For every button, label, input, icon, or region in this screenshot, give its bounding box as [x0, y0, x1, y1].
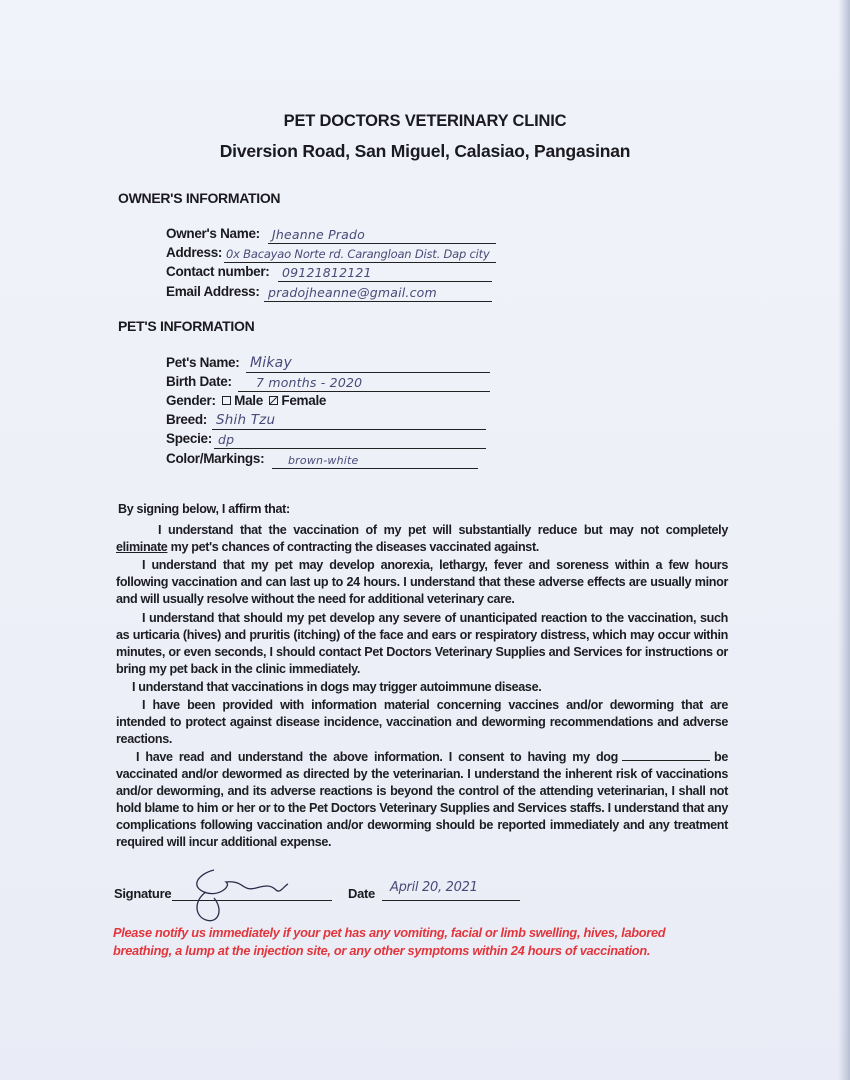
consent-p1-a: I understand that the vaccination of my pet will substantially reduce but may not completely [158, 523, 728, 537]
consent-paragraph-3: I understand that should my pet develop any severe of unanticipated reaction to the vaccination, such as urticaria (hives) and pruritis (itching) of the face and ears or respiratory distress, which may occur within minutes, or even seconds, I should contact Pet Doctors Veterinary Supplies and Services for instructions or bring my pet back in the clinic immediately. [116, 611, 728, 676]
pet-color-label: Color/Markings: [166, 451, 265, 466]
consent-p1-b: my pet's chances of contracting the diseases vaccinated against. [167, 540, 539, 554]
signature-label: Signature [114, 886, 172, 901]
owner-email-field [166, 284, 437, 302]
pet-birth-value: 7 months - 2020 [256, 375, 363, 390]
signature-row [114, 882, 534, 912]
owner-name-line [268, 227, 496, 244]
owner-email-line [264, 285, 492, 302]
consent-paragraph-2: I understand that my pet may develop anorexia, lethargy, fever and soreness within a few hours following vaccination and can last up to 24 hours. I understand that these adverse effects are usually minor and will usually resolve without the need for additional veterinary care. [116, 558, 728, 606]
pet-specie-line [214, 432, 486, 449]
clinic-address: Diversion Road, San Miguel, Calasiao, Pangasinan [219, 141, 631, 161]
pet-birth-field [166, 374, 363, 392]
pet-section-title: PET'S INFORMATION [118, 318, 255, 334]
consent-paragraph-6 [116, 749, 728, 851]
owner-contact-label: Contact number: [166, 264, 270, 279]
pet-specie-label: Specie: [166, 431, 212, 446]
pet-breed-label: Breed: [166, 412, 207, 427]
pet-color-field [166, 451, 359, 469]
handwritten-signature [184, 864, 294, 926]
affirm-intro: By signing below, I affirm that: [118, 502, 290, 516]
pet-specie-field [166, 431, 235, 449]
owner-contact-field [166, 264, 372, 282]
owner-address-label: Address: [166, 245, 223, 260]
consent-p1-underlined: eliminate [116, 540, 168, 554]
owner-contact-value: 09121812121 [282, 265, 372, 280]
owner-name-value: Jheanne Prado [272, 227, 365, 242]
post-vaccination-notice: Please notify us immediately if your pet has any vomiting, facial or limb swelling, hives, labored breathing, a lump at the injection site, or any other symptoms within 24 hours of vaccination. [113, 925, 666, 958]
owner-address-value: 0x Bacayao Norte rd. Carangloan Dist. Dap city [226, 247, 490, 261]
owner-name-field [166, 226, 365, 244]
pet-color-value: brown-white [288, 454, 359, 467]
gender-female-label: Female [281, 393, 327, 408]
gender-male-checkbox[interactable] [222, 396, 231, 405]
pet-name-value: Mikay [250, 355, 292, 371]
owner-address-line [224, 246, 496, 263]
pet-birth-label: Birth Date: [166, 374, 232, 389]
consent-paragraph-5: I have been provided with information material concerning vaccines and/or deworming that are intended to protect against disease incidence, vaccination and deworming recommendations and adverse reactions. [116, 698, 728, 746]
owner-contact-line [278, 265, 492, 282]
pet-gender-label: Gender: [166, 393, 216, 408]
date-value: April 20, 2021 [390, 880, 478, 895]
pet-gender-field [166, 393, 326, 411]
consent-p6-a: I have read and understand the above information. I consent to having my dog [136, 750, 618, 764]
owner-email-value: pradojheanne@gmail.com [268, 285, 437, 300]
owner-email-label: Email Address: [166, 284, 260, 299]
owner-address-field [166, 245, 490, 263]
pet-specie-value: dp [218, 432, 235, 447]
gender-male-label: Male [234, 393, 263, 408]
dog-name-blank[interactable] [622, 750, 710, 761]
pet-name-label: Pet's Name: [166, 355, 240, 370]
consent-paragraph-4: I understand that vaccinations in dogs may trigger autoimmune disease. [132, 680, 542, 694]
page-edge-shadow [838, 0, 850, 1080]
gender-female-checkbox[interactable] [269, 396, 278, 405]
date-label: Date [348, 886, 375, 901]
owner-name-label: Owner's Name: [166, 226, 260, 241]
pet-breed-value: Shih Tzu [216, 412, 276, 428]
pet-color-line [272, 452, 478, 469]
date-line[interactable] [382, 900, 520, 901]
pet-breed-field [166, 412, 276, 430]
pet-name-field [166, 355, 292, 373]
pet-breed-line [212, 413, 486, 430]
pet-birth-line [238, 375, 490, 392]
clinic-name: PET DOCTORS VETERINARY CLINIC [283, 112, 567, 130]
consent-paragraph-1 [116, 522, 728, 556]
pet-name-line [246, 356, 490, 373]
owner-section-title: OWNER'S INFORMATION [118, 190, 281, 206]
consent-p6-b: be vaccinated and/or dewormed as directed by the veterinarian. I understand the inherent risk of vaccinations and/or deworming, and its adverse reactions is beyond the control of the attending veterinarian, I shall not hold blame to him or her or to the Pet Doctors Veterinary Supplies and Services staffs. I understand that any complications following vaccination and/or deworming should be reported immediately and any treatment required will incur additional expense. [116, 750, 728, 849]
